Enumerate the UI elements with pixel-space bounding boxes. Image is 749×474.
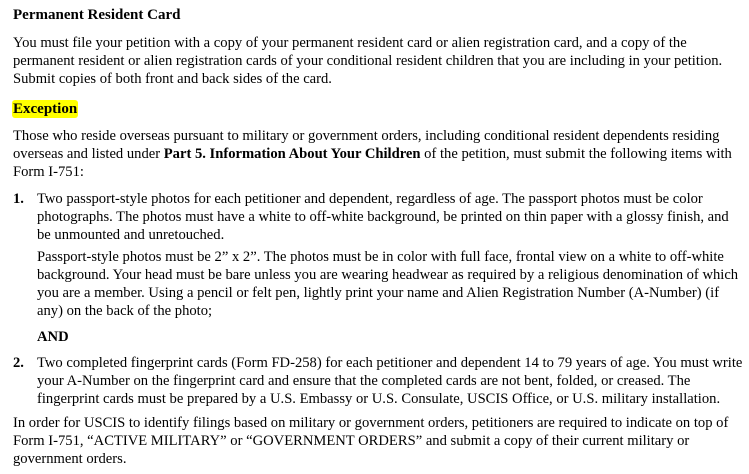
list-item-1-photo-requirements: Passport-style photos must be 2” x 2”. The photos must be in color with full face, frontal view on a white to off-white background. Your head must be bare unless you are wearing headwear as required by a religious denomination of which you are a member. Using a pencil or felt pen, lightly print your name and Alien Registration Number (A-Number) (if any) on the back of the photo; bbox=[37, 249, 739, 319]
exception-text-end: of the petition, must submit the following items with Form I-751: bbox=[13, 146, 732, 180]
exception-heading-highlighted: Exception bbox=[13, 101, 78, 117]
intro-paragraph: You must file your petition with a copy of your permanent resident card or alien registration card, and a copy of the permanent resident or alien registration cards of your conditional resident children that you are including in your petition. Submit copies of both front and back sides of the card. bbox=[13, 35, 723, 87]
list-item-number-1: 1. bbox=[13, 191, 24, 207]
list-item-2-text: Two completed fingerprint cards (Form FD-258) for each petitioner and dependent 14 to 79 years of age. You must write your A-Number on the fingerprint card and ensure that the completed cards are not bent, folded, or creased. The fingerprint cards must be prepared by a U.S. Embassy or U.S. Consulate, USCIS Office, or U.S. military installation. bbox=[37, 355, 743, 407]
exception-text-bold-reference: Part 5. Information About Your Children bbox=[163, 146, 421, 162]
list-item-1-text: Two passport-style photos for each petitioner and dependent, regardless of age. The passport photos must be color photographs. The photos must have a white to off-white background, be printed on thin paper with a glossy finish, and be unmounted and unretouched. bbox=[37, 191, 729, 243]
and-conjunction: AND bbox=[37, 329, 69, 345]
list-item-number-2: 2. bbox=[13, 355, 24, 371]
exception-text-start: Those who reside overseas pursuant to military or government orders, including conditional resident dependents residing overseas and listed under bbox=[13, 128, 720, 162]
exception-paragraph bbox=[13, 127, 743, 181]
closing-paragraph: In order for USCIS to identify filings based on military or government orders, petitioners are required to indicate on top of Form I-751, “ACTIVE MILITARY” or “GOVERNMENT ORDERS” and submit a copy of their current military or government orders. bbox=[13, 415, 729, 467]
section-heading: Permanent Resident Card bbox=[13, 7, 181, 23]
